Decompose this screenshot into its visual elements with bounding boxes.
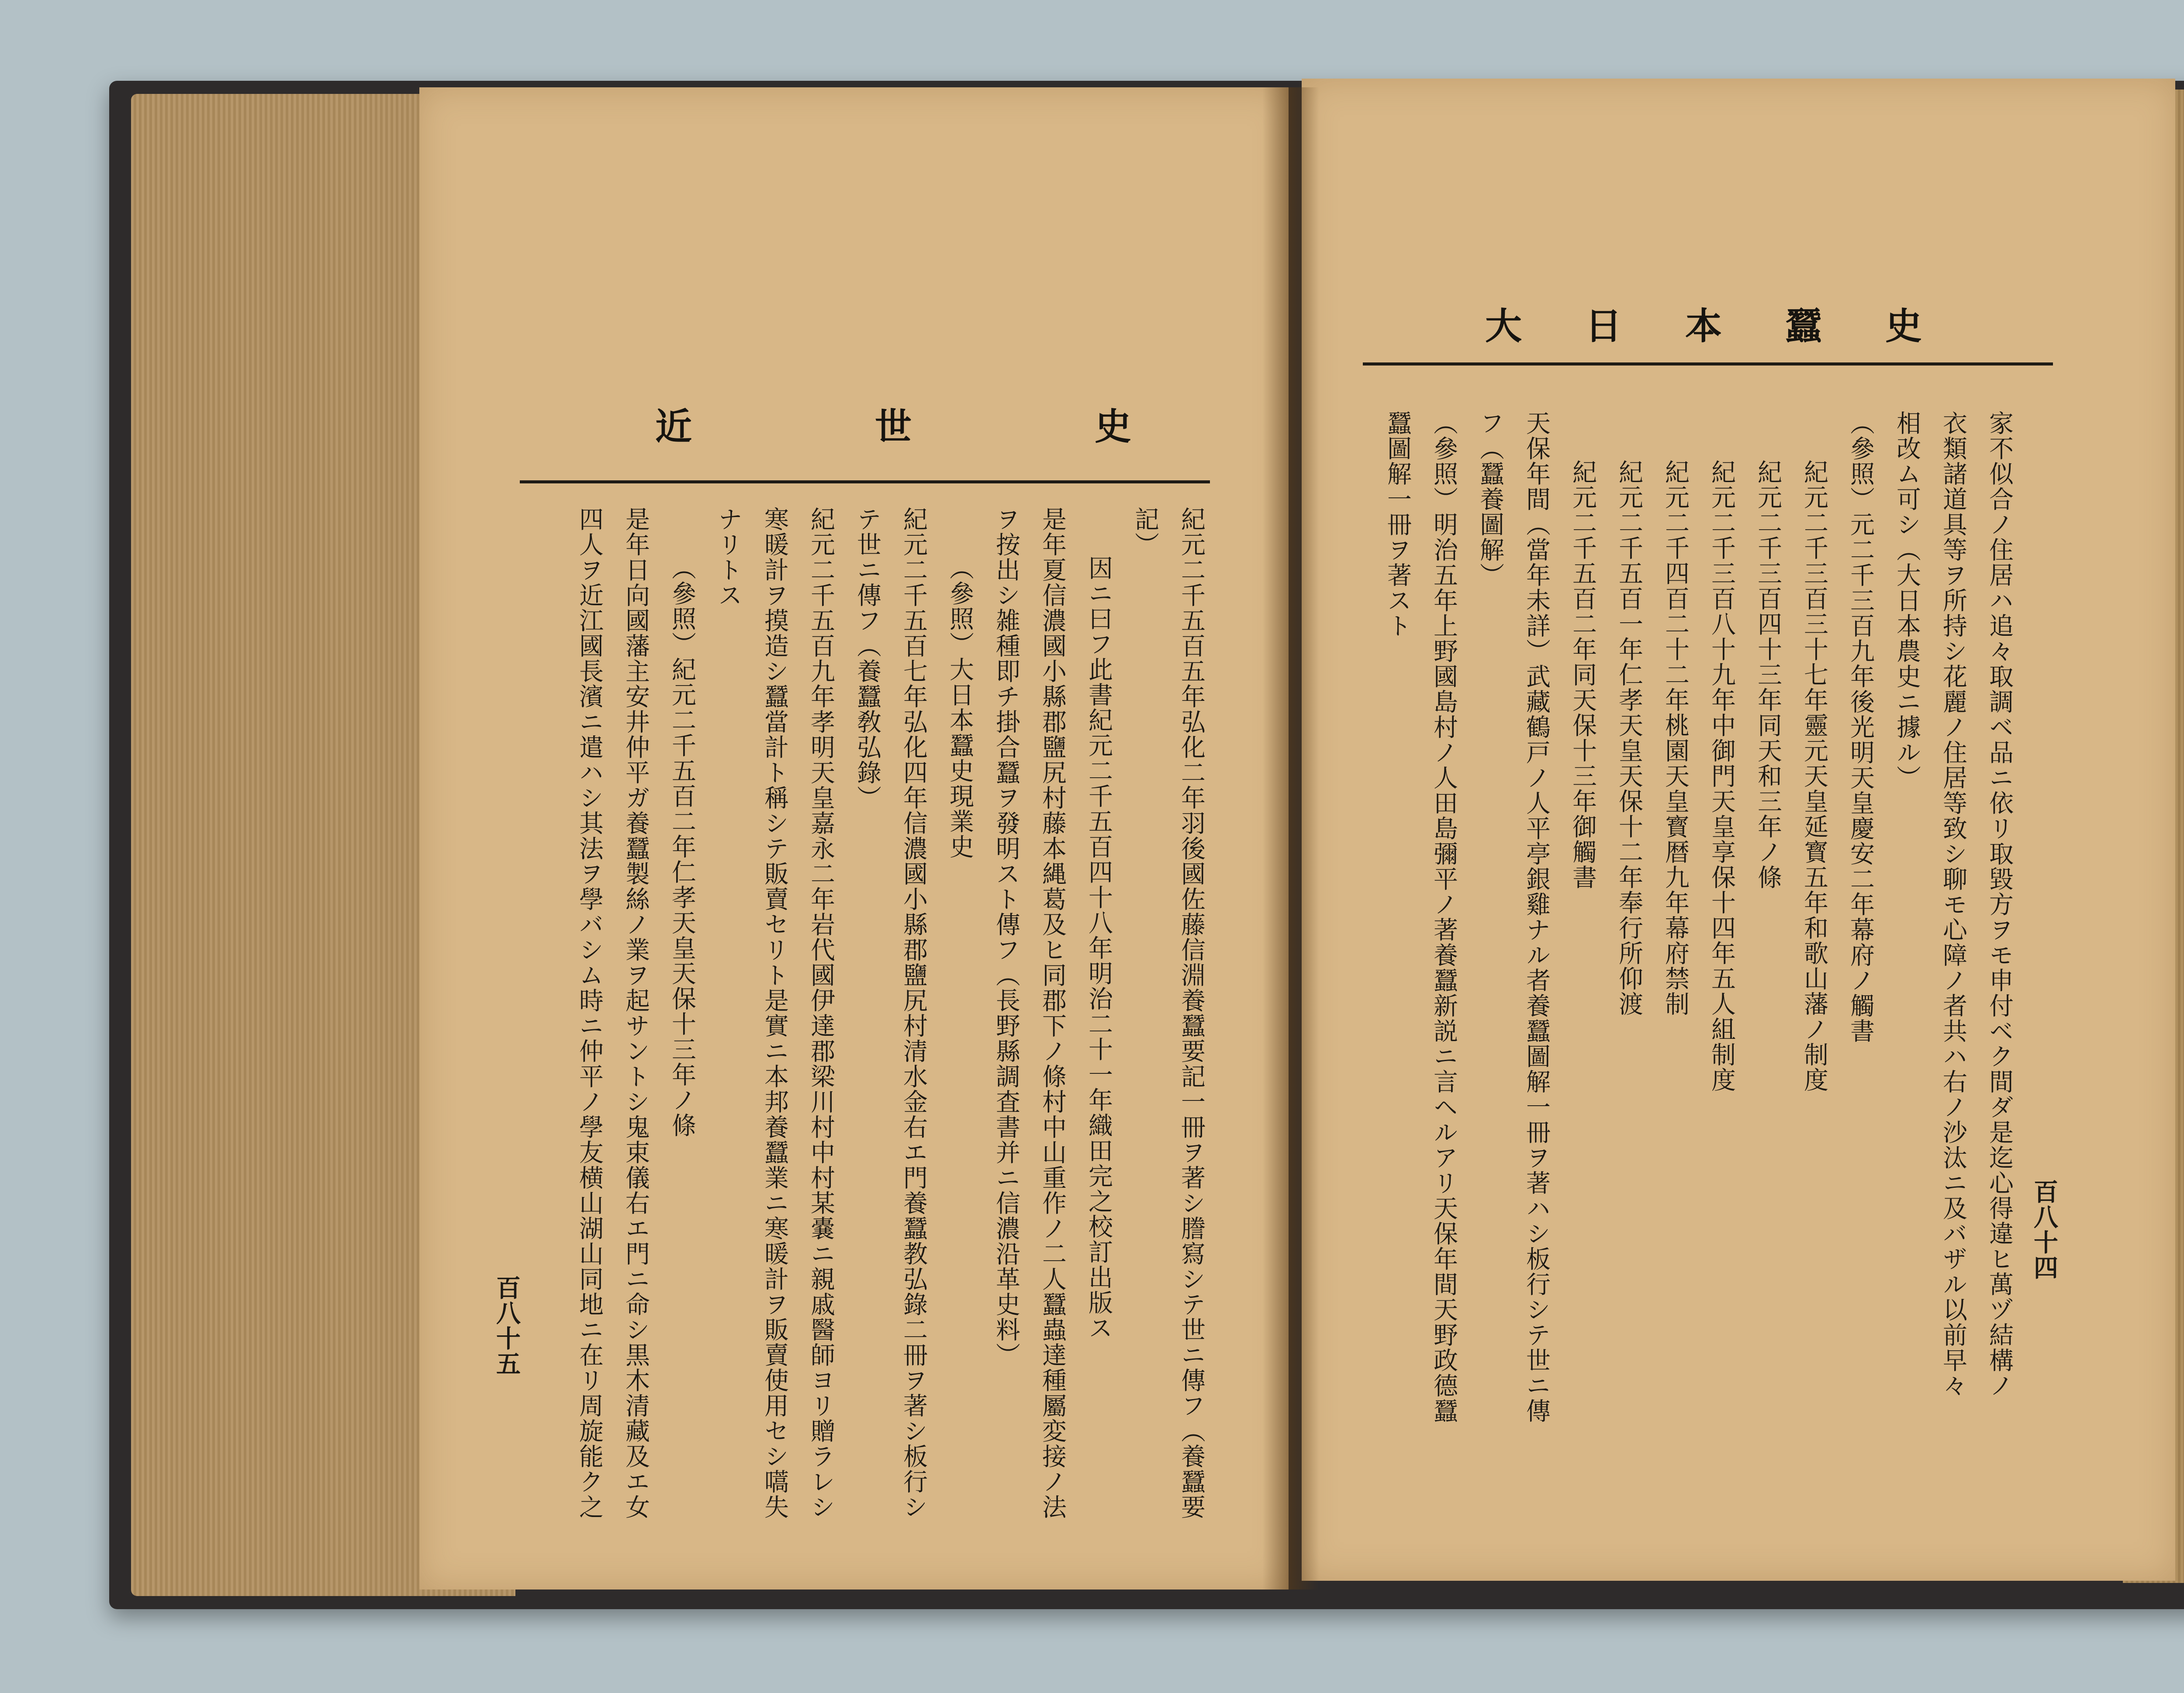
text-line: （參照）明治五年上野國島村ノ人田島彌平ノ著養蠶新説ニ言ヘルアリ天保年間天野政德蠶 xyxy=(1430,410,1458,1424)
text-line: 紀元二千五百九年孝明天皇嘉永二年岩代國伊達郡梁川村中村某嚢ニ親戚醫師ヨリ贈ラレシ xyxy=(807,507,835,1520)
left-head-char: 世 xyxy=(874,404,912,448)
text-line: 是年夏信濃國小縣郡鹽尻村藤本縄葛及ヒ同郡下ノ條村中山重作ノ二人蠶蟲達種屬変接ノ法 xyxy=(1038,507,1067,1520)
right-page-number: 百八十四 xyxy=(2030,1179,2059,1280)
right-page xyxy=(1302,79,2175,1581)
right-head-char: 本 xyxy=(1685,304,1722,348)
left-header-rule xyxy=(520,480,1210,483)
left-page xyxy=(419,87,1289,1590)
right-body-text xyxy=(1341,410,2022,1546)
left-page-number: 百八十五 xyxy=(492,1275,521,1376)
text-line: 蠶圖解一冊ヲ著スト xyxy=(1383,410,1412,638)
text-line: 家不似合ノ住居ハ追々取調ベ品ニ依リ取毀方ヲモ申付ベク間ダ是迄心得違ヒ萬ヅ結構ノ xyxy=(1985,410,2014,1398)
book-gutter-shadow xyxy=(1262,87,1319,1590)
right-head-char: 史 xyxy=(1885,304,1922,348)
text-line: 紀元二千五百七年弘化四年信濃國小縣郡鹽尻村清水金右エ門養蠶教弘錄二冊ヲ著シ板行シ xyxy=(899,507,928,1520)
text-line: 寒暖計ヲ摸造シ蠶當計ト稱シテ販賣セリト是實ニ本邦養蠶業ニ寒暖計ヲ販賣使用セシ嚆失 xyxy=(760,507,789,1520)
text-line: 紀元二千三百八十九年中御門天皇享保十四年五人組制度 xyxy=(1707,459,1736,1093)
text-line: 衣類諸道具等ヲ所持シ花麗ノ住居等致シ聊モ心障ノ者共ハ右ノ沙汰ニ及バザル以前早々 xyxy=(1939,410,1967,1398)
left-body-text xyxy=(502,507,1214,1555)
text-line: 紀元二千三百三十七年靈元天皇延寳五年和歌山藩ノ制度 xyxy=(1800,459,1828,1093)
text-line: 紀元二千三百四十三年同天和三年ノ條 xyxy=(1754,459,1782,890)
left-running-head xyxy=(655,393,1131,454)
text-line: 因ニ曰フ此書紀元二千五百四十八年明治二十一年織田完之校訂出版ス xyxy=(1085,555,1113,1341)
text-line: 天保年間（當年未詳）武藏鶴戸ノ人平亭銀雞ナル者養蠶圖解一冊ヲ著ハシ板行シテ世ニ傳 xyxy=(1522,410,1551,1424)
text-line: （參照）紀元二千五百二年仁孝天皇天保十三年ノ條 xyxy=(668,555,696,1138)
text-line: フ（蠶養圖解） xyxy=(1476,410,1504,588)
text-line: 四人ヲ近江國長濱ニ遣ハシ其法ヲ學バシム時ニ仲平ノ學友横山湖山同地ニ在リ周旋能ク之 xyxy=(575,507,604,1520)
right-head-char: 蠶 xyxy=(1785,304,1822,348)
text-line: 是年日向國藩主安井仲平ガ養蠶製絲ノ業ヲ起サントシ鬼束儀右エ門ニ命シ黒木清藏及エ女 xyxy=(622,507,650,1520)
text-line: ヲ按出シ雑種即チ掛合蠶ヲ發明スト傳フ（長野縣調査書并ニ信濃沿革史料） xyxy=(992,507,1020,1368)
text-line: 紀元二千五百二年同天保十三年御觸書 xyxy=(1569,459,1597,890)
text-line: テ世ニ傳フ（養蠶敎弘錄） xyxy=(853,507,881,810)
text-line: 記） xyxy=(1131,507,1159,557)
text-line: 紀元二千五百五年弘化二年羽後國佐藤信淵養蠶要記一冊ヲ著シ謄寫シテ世ニ傳フ（養蠶要 xyxy=(1177,507,1206,1520)
right-head-char: 大 xyxy=(1485,304,1522,348)
right-running-head xyxy=(1485,293,1922,354)
left-head-char: 近 xyxy=(655,404,692,448)
text-line: ナリトス xyxy=(714,507,743,608)
right-header-rule xyxy=(1363,362,2053,365)
right-head-char: 日 xyxy=(1585,304,1622,348)
text-line: 紀元二千四百二十二年桃園天皇寳暦九年幕府禁制 xyxy=(1661,459,1690,1017)
text-line: （參照）元二千三百九年後光明天皇慶安二年幕府ノ觸書 xyxy=(1846,410,1875,1044)
text-line: （參照）大日本蠶史現業史 xyxy=(946,555,974,859)
text-line: 相改ム可シ（大日本農史ニ據ル） xyxy=(1893,410,1921,790)
text-line: 紀元二千五百一年仁孝天皇天保十二年奉行所仰渡 xyxy=(1615,459,1643,1017)
left-head-char: 史 xyxy=(1094,404,1131,448)
